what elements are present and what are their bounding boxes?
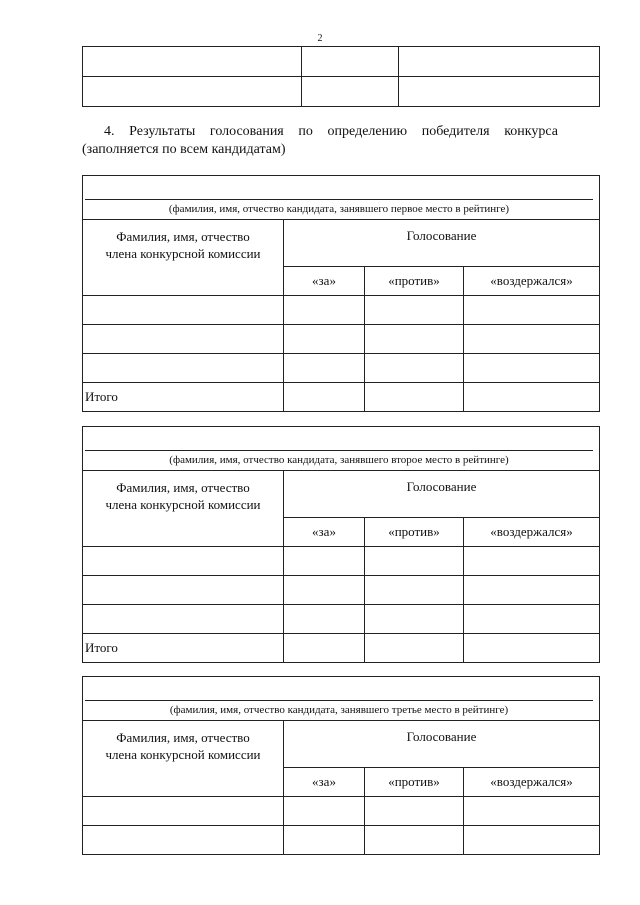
against-total-cell[interactable] — [365, 383, 464, 412]
against-header: «против» — [365, 267, 464, 296]
for-header: «за» — [284, 518, 365, 547]
section-heading-line2: (заполняется по всем кандидатам) — [82, 142, 286, 157]
table-cell[interactable] — [83, 77, 302, 107]
candidate-name-caption: (фамилия, имя, отчество кандидата, занявшего третье место в рейтинге) — [169, 704, 509, 716]
against-cell[interactable] — [365, 826, 464, 855]
candidate-name-caption: (фамилия, имя, отчество кандидата, занявшего первое место в рейтинге) — [168, 203, 510, 215]
against-cell[interactable] — [365, 605, 464, 634]
table-row — [83, 797, 600, 826]
abstained-cell[interactable] — [464, 296, 600, 325]
voting-header: Голосование — [284, 471, 600, 518]
against-header: «против» — [365, 518, 464, 547]
table-row — [83, 296, 600, 325]
table-row — [83, 325, 600, 354]
against-cell[interactable] — [365, 325, 464, 354]
member-name-cell[interactable] — [83, 826, 284, 855]
candidate-name-caption: (фамилия, имя, отчество кандидата, занявшего второе место в рейтинге) — [169, 454, 509, 466]
for-cell[interactable] — [284, 826, 365, 855]
abstained-cell[interactable] — [464, 547, 600, 576]
candidate-name-cell[interactable] — [83, 677, 600, 721]
member-name-cell[interactable] — [83, 605, 284, 634]
member-header-line2: члена конкурсной комиссии — [105, 497, 261, 512]
abstained-cell[interactable] — [464, 797, 600, 826]
table-cell[interactable] — [83, 47, 302, 77]
against-cell[interactable] — [365, 354, 464, 383]
abstained-total-cell[interactable] — [464, 634, 600, 663]
section-heading-line1: 4. Результаты голосования по определению победителя конкурса — [104, 124, 558, 139]
for-cell[interactable] — [284, 576, 365, 605]
total-label: Итого — [83, 383, 284, 412]
against-cell[interactable] — [365, 296, 464, 325]
member-name-header — [83, 721, 284, 797]
abstained-total-cell[interactable] — [464, 383, 600, 412]
member-name-cell[interactable] — [83, 576, 284, 605]
table-cell[interactable] — [399, 47, 600, 77]
for-cell[interactable] — [284, 354, 365, 383]
total-row — [83, 634, 600, 663]
abstained-cell[interactable] — [464, 605, 600, 634]
candidate-name-line — [85, 450, 593, 451]
table-cell[interactable] — [399, 77, 600, 107]
table-row — [83, 547, 600, 576]
against-header: «против» — [365, 768, 464, 797]
page-number: 2 — [317, 33, 323, 44]
voting-header: Голосование — [284, 721, 600, 768]
section-heading — [82, 123, 558, 159]
table-row — [83, 605, 600, 634]
abstained-cell[interactable] — [464, 826, 600, 855]
candidate-name-cell[interactable] — [83, 176, 600, 220]
candidate-name-cell[interactable] — [83, 427, 600, 471]
against-total-cell[interactable] — [365, 634, 464, 663]
against-cell[interactable] — [365, 797, 464, 826]
previous-section-table — [82, 46, 600, 107]
abstained-cell[interactable] — [464, 325, 600, 354]
for-cell[interactable] — [284, 605, 365, 634]
total-label: Итого — [83, 634, 284, 663]
for-cell[interactable] — [284, 296, 365, 325]
for-cell[interactable] — [284, 325, 365, 354]
candidate-2-voting-table — [82, 426, 600, 663]
table-row — [83, 826, 600, 855]
abstained-cell[interactable] — [464, 354, 600, 383]
voting-header: Голосование — [284, 220, 600, 267]
member-name-cell[interactable] — [83, 296, 284, 325]
table-row — [83, 47, 600, 77]
member-name-cell[interactable] — [83, 797, 284, 826]
member-header-line1: Фамилия, имя, отчество — [116, 229, 250, 244]
member-name-cell[interactable] — [83, 547, 284, 576]
for-cell[interactable] — [284, 797, 365, 826]
against-cell[interactable] — [365, 576, 464, 605]
total-row — [83, 383, 600, 412]
table-row — [83, 354, 600, 383]
member-header-line2: члена конкурсной комиссии — [105, 246, 261, 261]
member-name-cell[interactable] — [83, 354, 284, 383]
table-cell[interactable] — [302, 47, 399, 77]
for-total-cell[interactable] — [284, 634, 365, 663]
member-name-header — [83, 471, 284, 547]
for-header: «за» — [284, 267, 365, 296]
member-name-cell[interactable] — [83, 325, 284, 354]
candidate-name-line — [85, 700, 593, 701]
member-name-header — [83, 220, 284, 296]
candidate-name-line — [85, 199, 593, 200]
abstained-cell[interactable] — [464, 576, 600, 605]
for-header: «за» — [284, 768, 365, 797]
abstained-header: «воздержался» — [464, 768, 600, 797]
for-cell[interactable] — [284, 547, 365, 576]
member-header-line2: члена конкурсной комиссии — [105, 747, 261, 762]
table-cell[interactable] — [302, 77, 399, 107]
abstained-header: «воздержался» — [464, 267, 600, 296]
for-total-cell[interactable] — [284, 383, 365, 412]
table-row — [83, 576, 600, 605]
candidate-3-voting-table — [82, 676, 600, 855]
abstained-header: «воздержался» — [464, 518, 600, 547]
member-header-line1: Фамилия, имя, отчество — [116, 480, 250, 495]
member-header-line1: Фамилия, имя, отчество — [116, 730, 250, 745]
candidate-1-voting-table — [82, 175, 600, 412]
table-row — [83, 77, 600, 107]
against-cell[interactable] — [365, 547, 464, 576]
